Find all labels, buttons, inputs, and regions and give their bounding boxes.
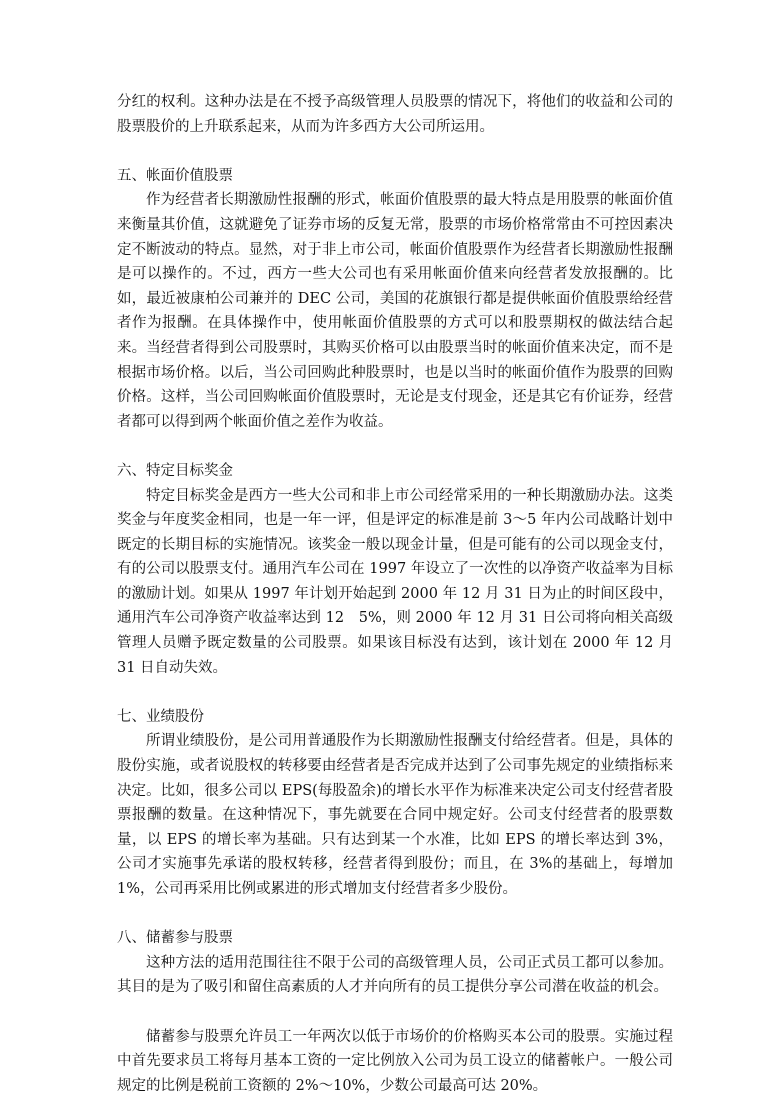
section-7-body: 所谓业绩股份，是公司用普通股作为长期激励性报酬支付给经营者。但是，具体的股份实施，或者说股权的转移要由经营者是否完成并达到了公司事先规定的业绩指标来决定。比如，很多公司以 EPS(每股盈余)的增长水平作为标准来决定公司支付经营者股票报酬的数量。在这种情况下，事先就要在合同中规定好。公司支付经营者的股票数量，以 EPS 的增长率为基础。只有达到某一个水准，比如 EPS 的增长率达到 3%，公司才实施事先承诺的股权转移，经营者得到股份；而且，在 3%的基础上，每增加 1%，公司再采用比例或累进的形式增加支付经营者多少股份。 bbox=[117, 733, 673, 897]
section-5-heading: 五、帐面价值股票 bbox=[117, 167, 233, 184]
section-8-body-1: 这种方法的适用范围往往不限于公司的高级管理人员，公司正式员工都可以参加。其目的是为了吸引和留住高素质的人才并向所有的员工提供分享公司潜在收益的机会。 bbox=[117, 954, 673, 996]
document-page bbox=[117, 90, 673, 1098]
section-8-body-2: 储蓄参与股票允许员工一年两次以低于市场价的价格购买本公司的股票。实施过程中首先要求员工将每月基本工资的一定比例放入公司为员工设立的储蓄帐户。一般公司规定的比例是税前工资额的 2%～10%，少数公司最高可达 20%。 bbox=[117, 1028, 673, 1094]
spacer bbox=[117, 680, 673, 705]
section-6-heading: 六、特定目标奖金 bbox=[117, 462, 233, 479]
intro-paragraph: 分红的权利。这种办法是在不授予高级管理人员股票的情况下，将他们的收益和公司的股票股价的上升联系起来，从而为许多西方大公司所运用。 bbox=[117, 94, 673, 135]
section-8-heading: 八、储蓄参与股票 bbox=[117, 930, 233, 947]
spacer bbox=[117, 902, 673, 927]
section-5-body: 作为经营者长期激励性报酬的形式，帐面价值股票的最大特点是用股票的帐面价值来衡量其价值，这就避免了证券市场的反复无常，股票的市场价格常常由不可控因素决定不断波动的特点。显然，对于非上市公司，帐面价值股票作为经营者长期激励性报酬是可以操作的。不过，西方一些大公司也有采用帐面价值来向经营者发放报酬的。比如，最近被康柏公司兼并的 DEC 公司，美国的花旗银行都是提供帐面价值股票给经营者作为报酬。在具体操作中，使用帐面价值股票的方式可以和股票期权的做法结合起来。当经营者得到公司股票时，其购买价格可以由股票当时的帐面价值来决定，而不是根据市场价格。以后，当公司回购此种股票时，也是以当时的帐面价值作为股票的回购价格。这样，当公司回购帐面价值股票时，无论是支付现金，还是其它有价证券，经营者都可以得到两个帐面价值之差作为收益。 bbox=[117, 192, 673, 430]
spacer bbox=[117, 1000, 673, 1025]
spacer bbox=[117, 139, 673, 164]
section-7-heading: 七、业绩股份 bbox=[117, 708, 204, 725]
spacer bbox=[117, 434, 673, 459]
section-6-body: 特定目标奖金是西方一些大公司和非上市公司经常采用的一种长期激励办法。这类奖金与年度奖金相同，也是一年一评，但是评定的标准是前 3～5 年内公司战略计划中既定的长期目标的实施情况。该奖金一般以现金计量，但是可能有的公司以现金支付，有的公司以股票支付。通用汽车公司在 1997 年设立了一次性的以净资产收益率为目标的激励计划。如果从 1997 年计划开始起到 2000 年 12 月 31 日为止的时间区段中，通用汽车公司净资产收益率达到 12 5%，则 2000 年 12 月 31 日公司将向相关高级管理人员赠予既定数量的公司股票。如果该目标没有达到，该计划在 2000 年 12 月 31 日自动失效。 bbox=[117, 487, 673, 676]
